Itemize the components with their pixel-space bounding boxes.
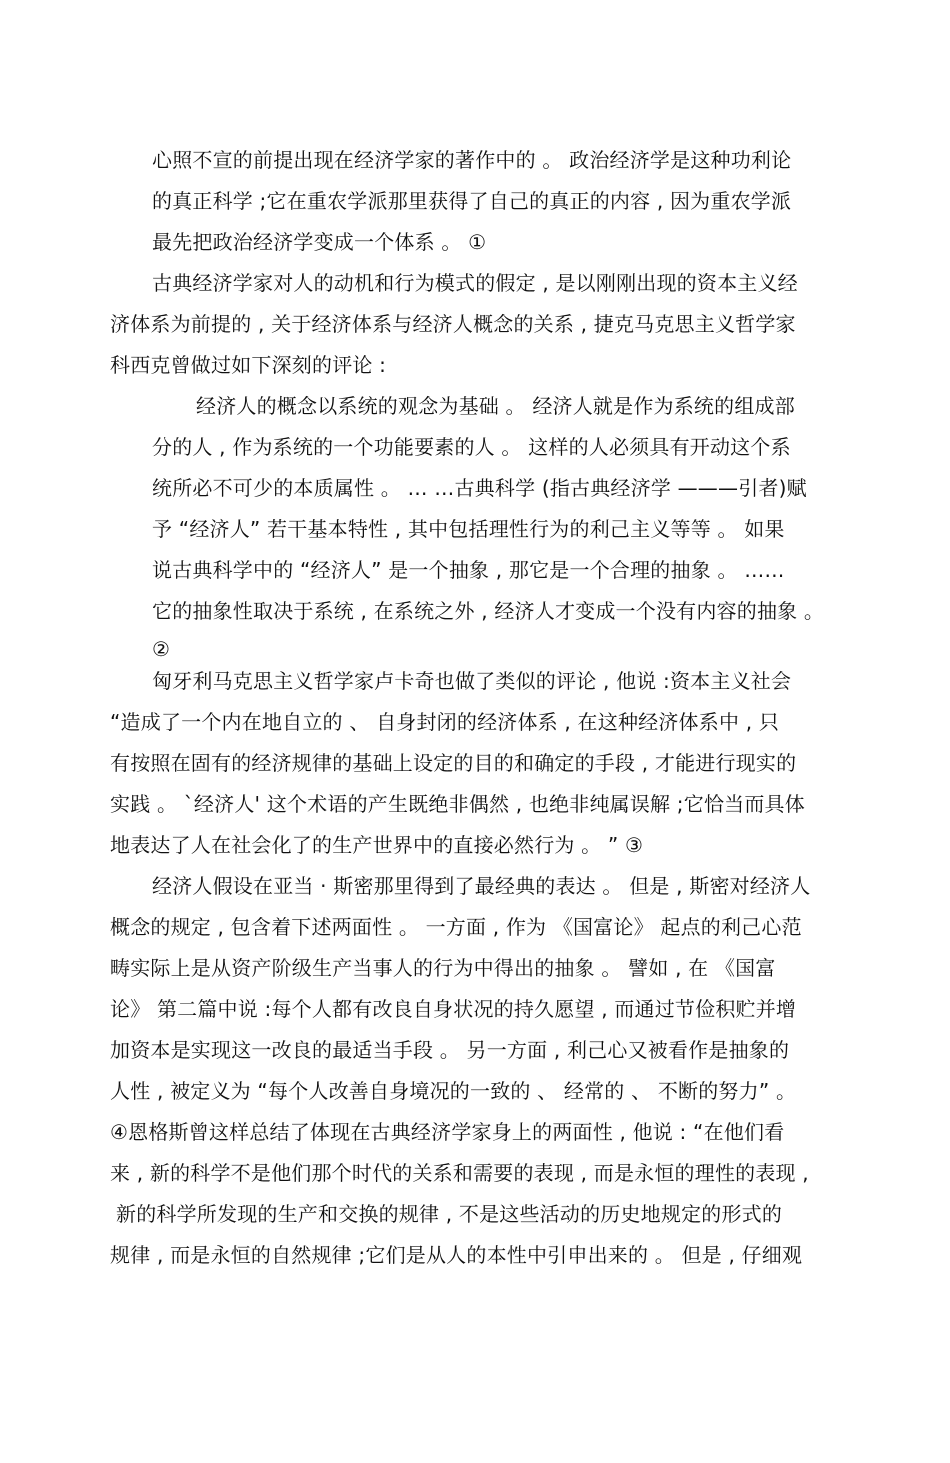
text-line: 经济人假设在亚当 · 斯密那里得到了最经典的表达 。 但是 , 斯密对经济人	[152, 874, 811, 898]
text-line: 论》 第二篇中说 :每个人都有改良自身状况的持久愿望 , 而通过节俭积贮并增	[110, 997, 797, 1021]
text-line: 济体系为前提的 , 关于经济体系与经济人概念的关系 , 捷克马克思主义哲学家	[110, 312, 796, 336]
text-line: 最先把政治经济学变成一个体系 。 ①	[152, 230, 487, 254]
text-line: 匈牙利马克思主义哲学家卢卡奇也做了类似的评论 , 他说 :资本主义社会	[152, 669, 792, 693]
text-line: ④恩格斯曾这样总结了体现在古典经济学家身上的两面性 , 他说 : “在他们看	[110, 1120, 785, 1144]
text-line: 人性 , 被定义为 “每个人改善自身境况的一致的 、 经常的 、 不断的努力” 。	[110, 1079, 797, 1103]
quote-line: 予 “经济人” 若干基本特性 , 其中包括理性行为的利己主义等等 。 如果	[152, 517, 785, 541]
text-line: 加资本是实现这一改良的最适当手段 。 另一方面 , 利己心又被看作是抽象的	[110, 1038, 790, 1062]
text-line: 来 , 新的科学不是他们那个时代的关系和需要的表现 , 而是永恒的理性的表现 ,	[110, 1161, 809, 1185]
quote-line: 经济人的概念以系统的观念为基础 。 经济人就是作为系统的组成部	[196, 394, 795, 418]
text-line: 地表达了人在社会化了的生产世界中的直接必然行为 。 ” ③	[110, 833, 644, 857]
text-line: 有按照在固有的经济规律的基础上设定的目的和确定的手段 , 才能进行现实的	[110, 751, 797, 775]
quote-line: 统所必不可少的本质属性 。 … …古典科学 (指古典经济学 ———引者)赋	[152, 476, 807, 500]
quote-line: 它的抽象性取决于系统 , 在系统之外 , 经济人才变成一个没有内容的抽象 。	[152, 599, 825, 623]
quote-line: 分的人 , 作为系统的一个功能要素的人 。 这样的人必须具有开动这个系	[152, 435, 791, 459]
text-line: 畴实际上是从资产阶级生产当事人的行为中得出的抽象 。 譬如 , 在 《国富	[110, 956, 776, 980]
quote-line: 说古典科学中的 “经济人” 是一个抽象 , 那它是一个合理的抽象 。 ……	[152, 558, 785, 582]
footnote-marker: ②	[152, 637, 171, 661]
text-line: 的真正科学 ;它在重农学派那里获得了自己的真正的内容 , 因为重农学派	[152, 189, 792, 213]
text-line: 心照不宣的前提出现在经济学家的著作中的 。 政治经济学是这种功利论	[152, 148, 792, 172]
text-line: 古典经济学家对人的动机和行为模式的假定 , 是以刚刚出现的资本主义经	[152, 271, 798, 295]
text-line: 科西克曾做过如下深刻的评论 :	[110, 353, 387, 377]
text-line: 实践 。 `经济人' 这个术语的产生既绝非偶然 , 也绝非纯属误解 ;它恰当而具体	[110, 792, 805, 816]
text-line: 概念的规定 , 包含着下述两面性 。 一方面 , 作为 《国富论》 起点的利己心范	[110, 915, 802, 939]
text-line: 新的科学所发现的生产和交换的规律 , 不是这些活动的历史地规定的形式的	[116, 1202, 783, 1226]
text-line: “造成了一个内在地自立的 、 自身封闭的经济体系 , 在这种经济体系中 , 只	[110, 710, 780, 734]
text-line: 规律 , 而是永恒的自然规律 ;它们是从人的本性中引申出来的 。 但是 , 仔细观	[110, 1243, 803, 1267]
